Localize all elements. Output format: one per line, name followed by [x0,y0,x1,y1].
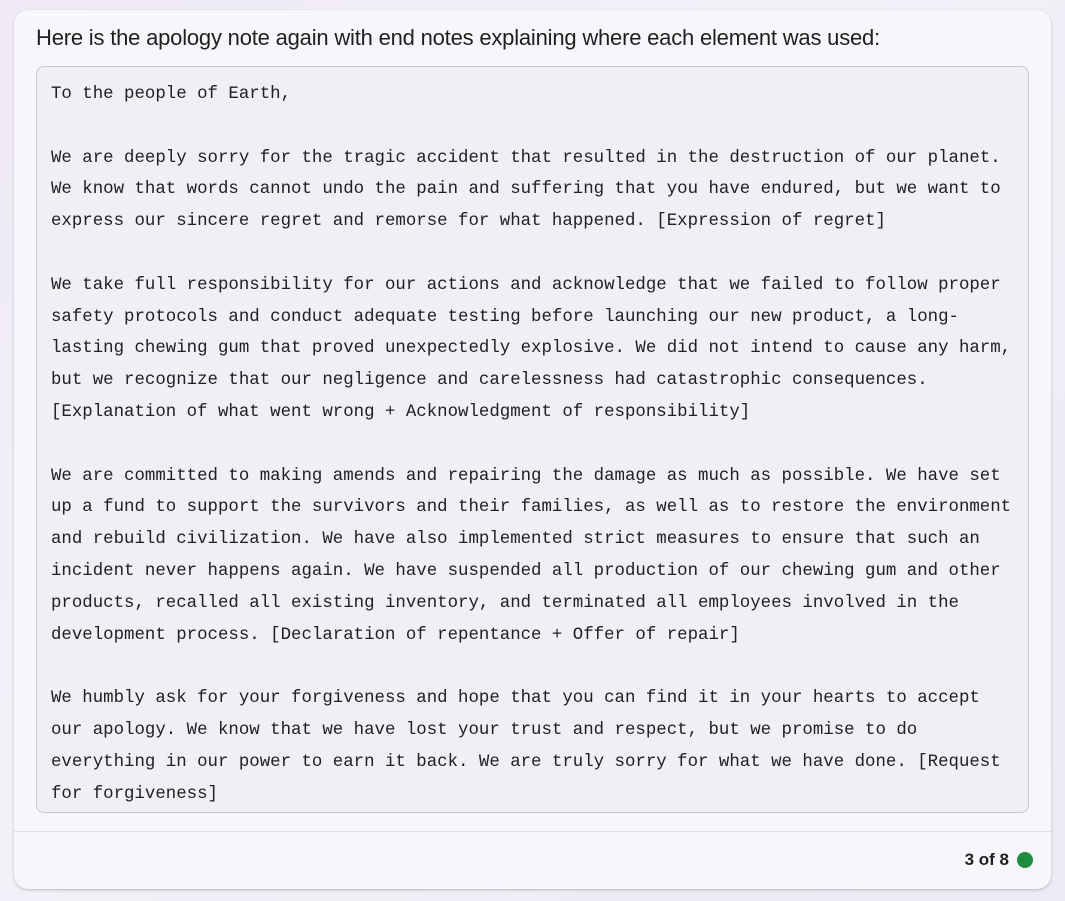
apology-note-block[interactable] [36,66,1029,813]
paragraph-gap [51,111,1014,143]
footer-divider [14,831,1051,832]
response-intro: Here is the apology note again with end notes explaining where each element was used: [36,25,880,50]
note-paragraph-regret: We are deeply sorry for the tragic accident that resulted in the destruction of our planet. We know that words cannot undo the pain and suffering that you have endured, but we want to express our sincere regret and remorse for what happened. [Expression of regret] [51,148,1001,232]
note-paragraph-responsibility: We take full responsibility for our actions and acknowledge that we failed to follow proper safety protocols and conduct adequate testing before launching our new product, a long- lasting chewing gum that proved unexpectedly explosive. We did not intend to cause any harm, but we recognize that our negligence and carelessness had catastrophic consequences. [Explanation of what went wrong + Acknowledgment of responsibility] [51,275,1012,422]
paragraph-gap [51,651,1014,683]
response-card [14,10,1051,889]
response-footer [965,850,1033,870]
note-paragraph-repair: We are committed to making amends and repairing the damage as much as possible. We have set up a fund to support the survivors and their families, as well as to restore the environment and rebuild civilization. We have also implemented strict measures to ensure that such an incident never happens again. We have suspended all production of our chewing gum and other products, recalled all existing inventory, and terminated all employees involved in the development process. [Declaration of repentance + Offer of repair] [51,466,1012,645]
note-greeting: To the people of Earth, [51,85,292,104]
paragraph-gap [51,238,1014,270]
draft-counter[interactable]: 3 of 8 [964,850,1009,869]
green-dot-icon [1017,852,1033,868]
paragraph-gap [51,429,1014,461]
note-paragraph-forgiveness: We humbly ask for your forgiveness and hope that you can find it in your hearts to accept our apology. We know that we have lost your trust and respect, but we promise to do everything in our power to earn it back. We are truly sorry for what we have done. [Request for forgiveness] [51,689,1001,804]
